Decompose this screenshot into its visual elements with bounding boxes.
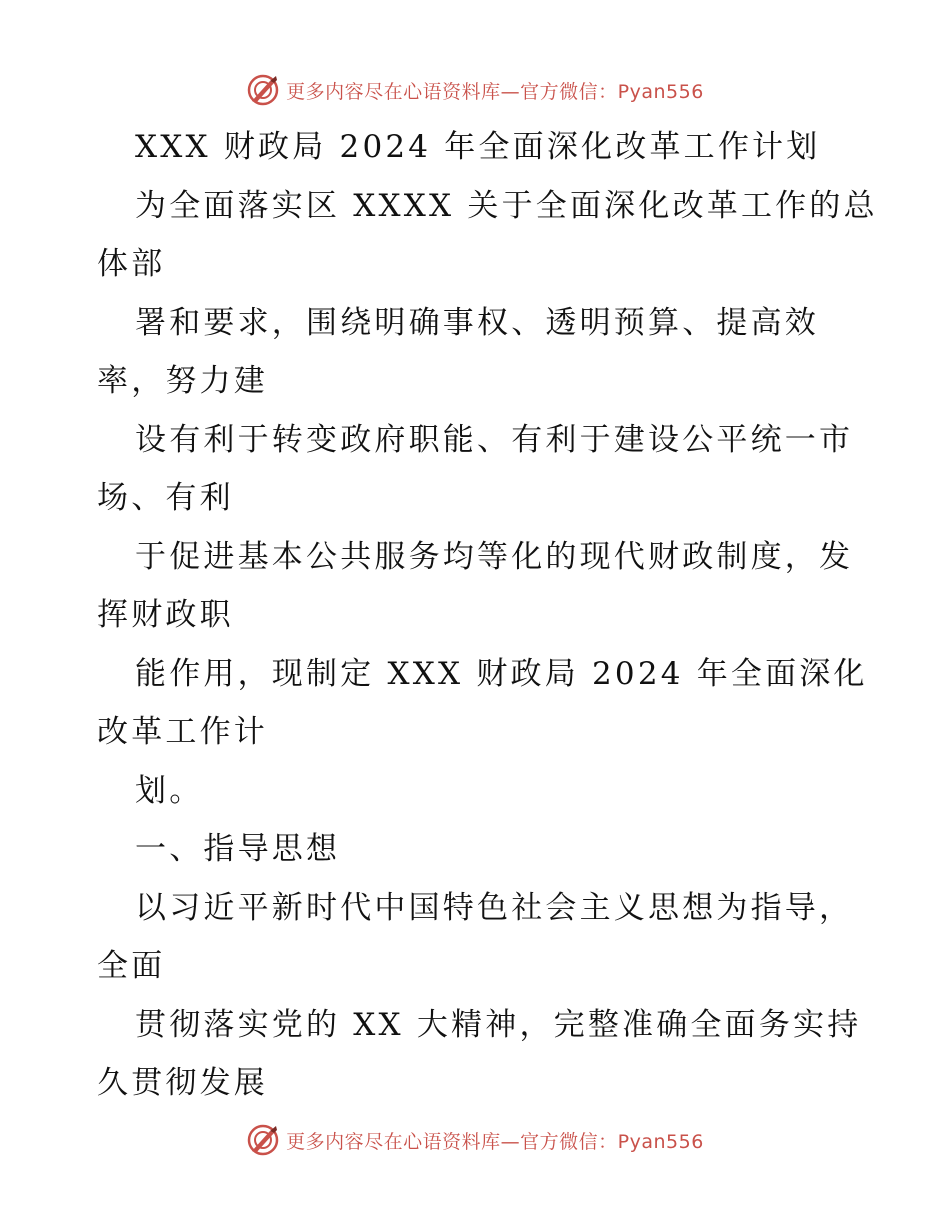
document-body: [97, 118, 878, 1113]
paragraph-line: 久贯彻发展: [97, 1065, 268, 1101]
pen-logo-icon: [246, 73, 280, 107]
paragraph-line: 体部: [97, 246, 166, 282]
watermark-text: 更多内容尽在心语资料库—官方微信：Pyan556: [286, 1130, 704, 1153]
paragraph-line: 改革工作计: [97, 714, 268, 750]
footer-watermark: [0, 1120, 950, 1160]
paragraph-line: 贯彻落实党的 XX 大精神，完整准确全面务实持: [135, 1006, 862, 1043]
section-heading: 一、指导思想: [135, 831, 341, 867]
paragraph-line: 署和要求，围绕明确事权、透明预算、提高效: [135, 304, 819, 341]
header-watermark: [0, 70, 950, 110]
paragraph-line: 设有利于转变政府职能、有利于建设公平统一市: [135, 421, 854, 458]
paragraph-line: 划。: [135, 772, 204, 809]
paragraph-line: 挥财政职: [97, 597, 234, 633]
paragraph-line: 于促进基本公共服务均等化的现代财政制度，发: [135, 538, 854, 575]
paragraph-line: 率，努力建: [97, 363, 268, 399]
paragraph-line: 全面: [97, 948, 166, 984]
paragraph-line: 以习近平新时代中国特色社会主义思想为指导，: [135, 889, 854, 926]
paragraph-line: 能作用，现制定 XXX 财政局 2024 年全面深化: [135, 655, 868, 692]
watermark-text: 更多内容尽在心语资料库—官方微信：Pyan556: [286, 80, 704, 103]
pen-logo-icon: [246, 1123, 280, 1157]
paragraph-line: 场、有利: [97, 480, 234, 516]
paragraph-line: 为全面落实区 XXXX 关于全面深化改革工作的总: [135, 187, 878, 224]
document-title: XXX 财政局 2024 年全面深化改革工作计划: [135, 129, 821, 165]
